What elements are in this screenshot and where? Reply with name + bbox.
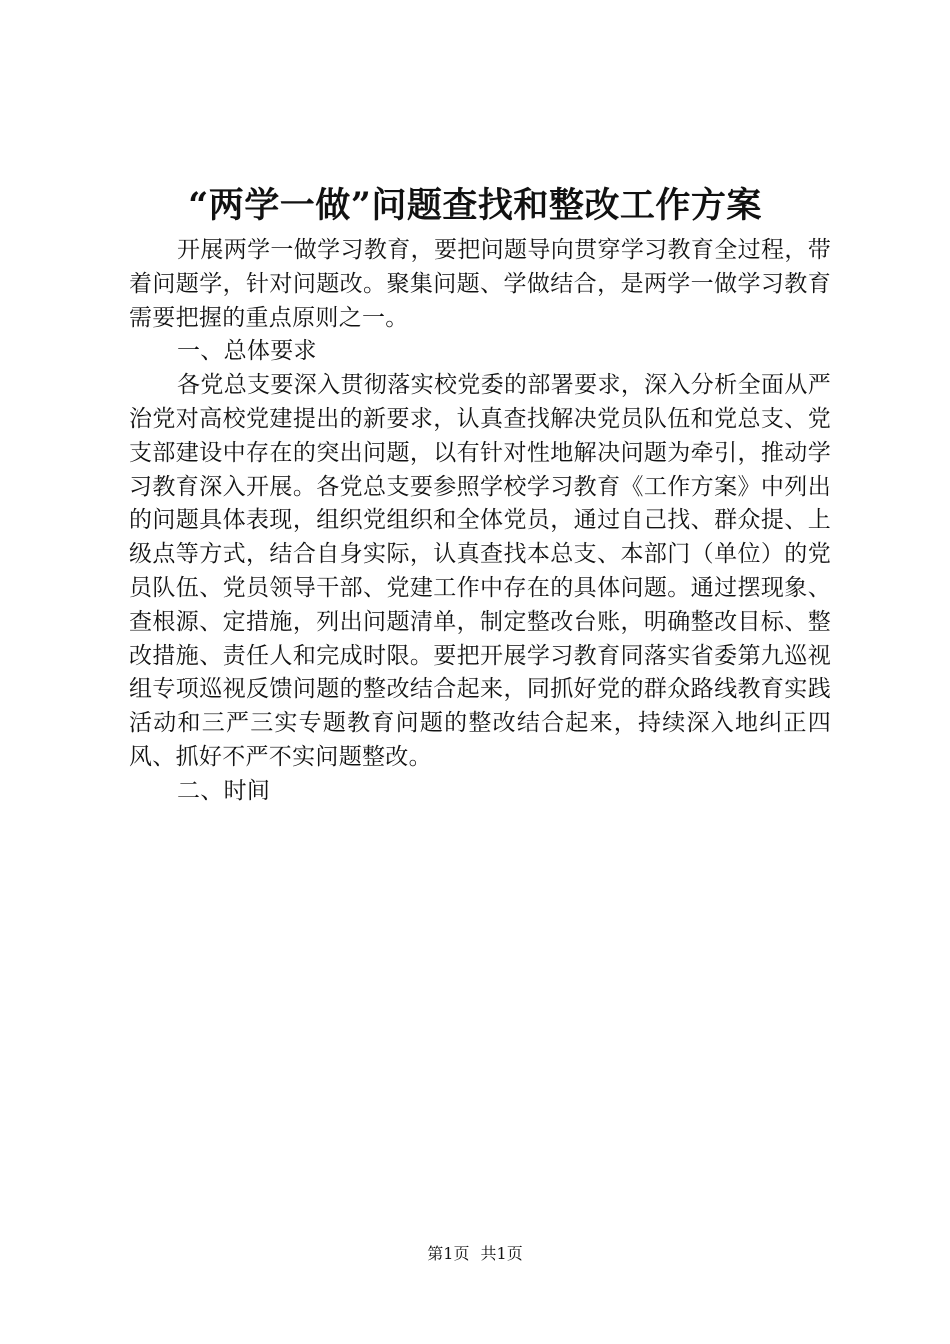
section-heading-overall-requirements: 一、总体要求: [177, 338, 317, 365]
document-title: “两学一做”问题查找和整改工作方案: [188, 185, 762, 226]
section-overall-requirements-body: 各党总支要深入贯彻落实校党委的部署要求，深入分析全面从严治党对高校党建提出的新要求，认真查找解决党员队伍和党总支、党支部建设中存在的突出问题，以有针对性地解决问题为牵引，推动学习教育深入开展。各党总支要参照学校学习教育《工作方案》中列出的问题具体表现，组织党组织和全体党员，通过自己找、群众提、上级点等方式，结合自身实际，认真查找本总支、本部门（单位）的党员队伍、党员领导干部、党建工作中存在的具体问题。通过摆现象、查根源、定措施，列出问题清单，制定整改台账，明确整改目标、整改措施、责任人和完成时限。要把开展学习教育同落实省委第九巡视组专项巡视反馈问题的整改结合起来，同抓好党的群众路线教育实践活动和三严三实专题教育问题的整改结合起来，持续深入地纠正四风、抓好不严不实问题整改。: [129, 372, 831, 770]
intro-paragraph: 开展两学一做学习教育，要把问题导向贯穿学习教育全过程，带着问题学，针对问题改。聚集问题、学做结合，是两学一做学习教育需要把握的重点原则之一。: [129, 237, 831, 331]
section-heading-time: 二、时间: [177, 777, 271, 804]
document-body: [129, 234, 831, 809]
page-number-footer: 第1页 共1页: [427, 1244, 523, 1263]
